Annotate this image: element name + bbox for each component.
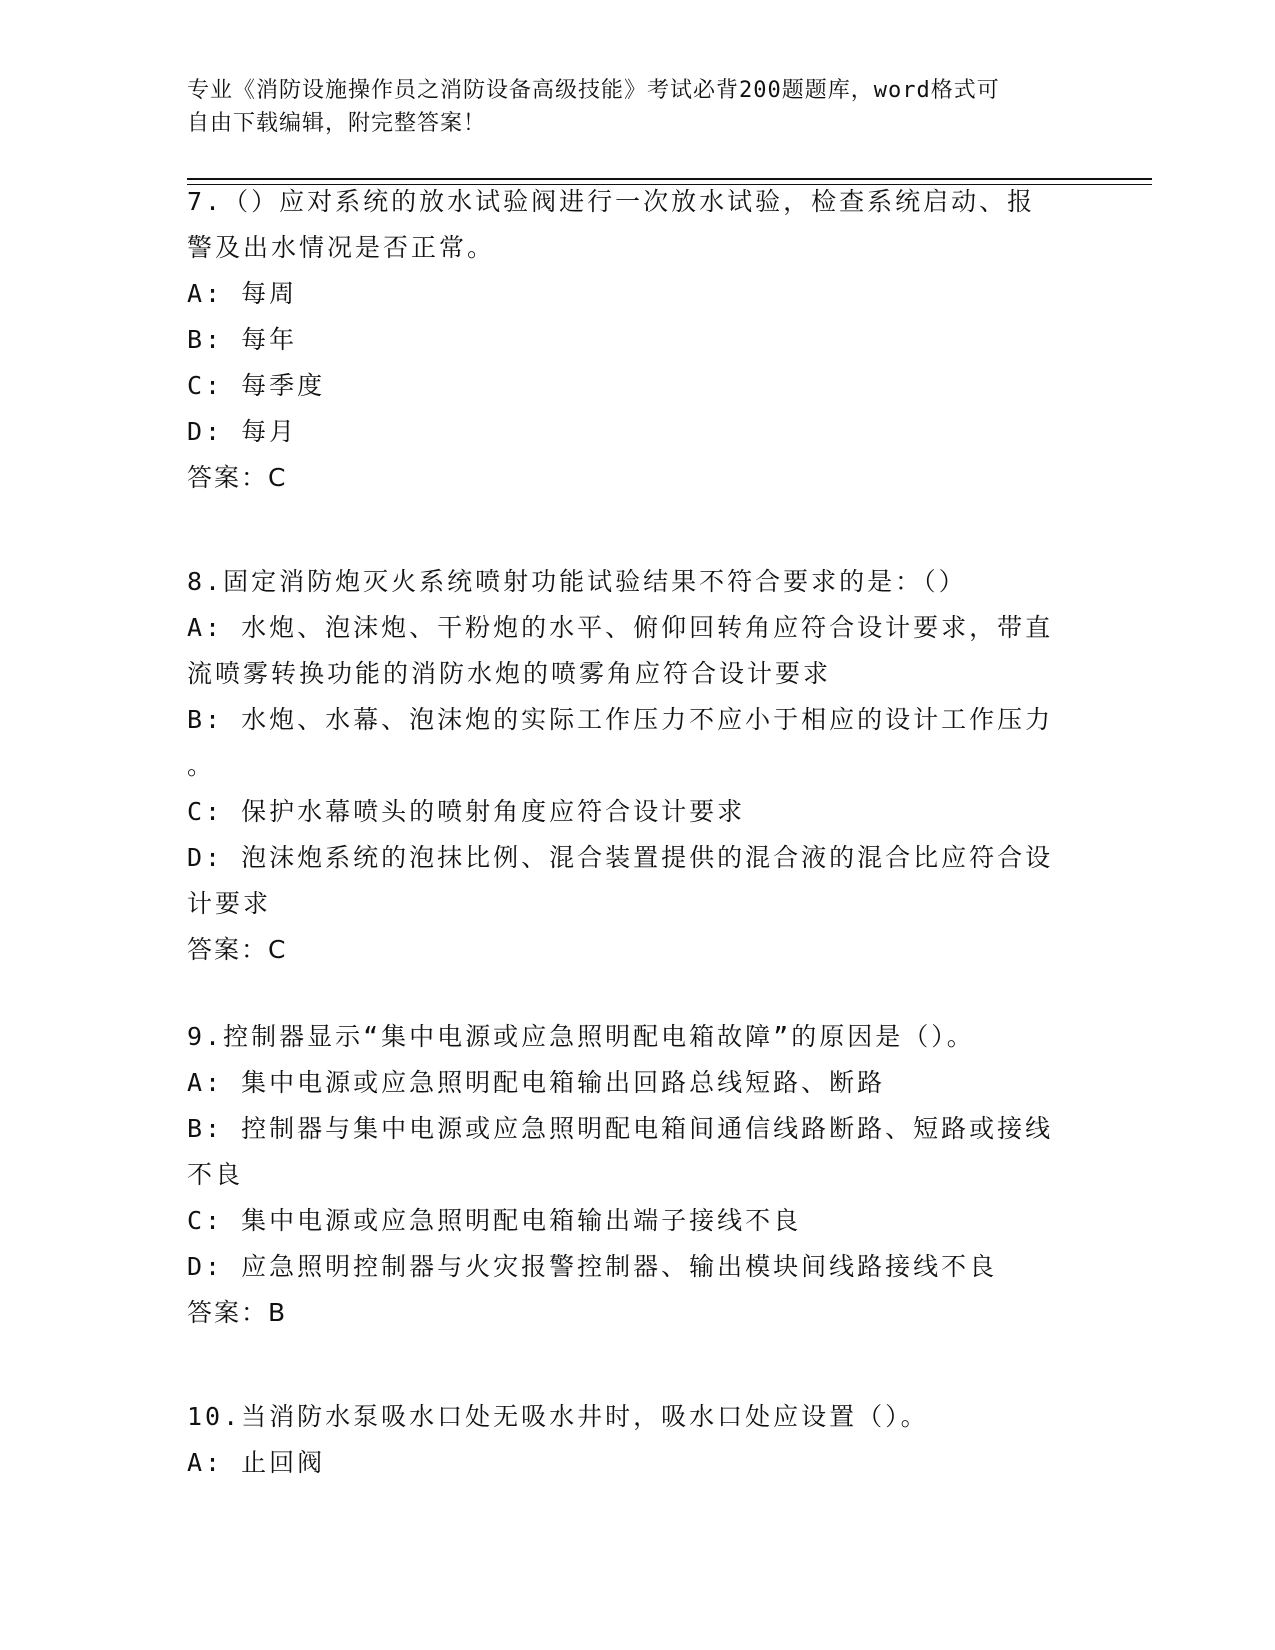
document-header bbox=[187, 74, 1067, 140]
question-stem: 8.固定消防炮灭火系统喷射功能试验结果不符合要求的是：（） bbox=[187, 567, 967, 596]
option-d: D: 每月 bbox=[187, 417, 298, 446]
option-c: C: 每季度 bbox=[187, 371, 326, 400]
option-d: D: 应急照明控制器与火灾报警控制器、输出模块间线路接线不良 bbox=[187, 1252, 998, 1281]
question-8 bbox=[187, 559, 1087, 973]
option-b: B: 水炮、水幕、泡沫炮的实际工作压力不应小于相应的设计工作压力 bbox=[187, 705, 1054, 734]
header-line-2: 自由下载编辑，附完整答案！ bbox=[187, 111, 487, 136]
option-b: B: 每年 bbox=[187, 325, 298, 354]
option-b-cont: 。 bbox=[187, 751, 216, 780]
option-b-cont: 不良 bbox=[187, 1160, 244, 1189]
header-line-1: 专业《消防设施操作员之消防设备高级技能》考试必背200题题库，word格式可 bbox=[187, 78, 1000, 103]
question-stem: 警及出水情况是否正常。 bbox=[187, 233, 496, 262]
option-c: C: 保护水幕喷头的喷射角度应符合设计要求 bbox=[187, 797, 746, 826]
option-d: D: 泡沫炮系统的泡抹比例、混合装置提供的混合液的混合比应符合设 bbox=[187, 843, 1054, 872]
answer: 答案：C bbox=[187, 463, 288, 492]
option-a: A: 集中电源或应急照明配电箱输出回路总线短路、断路 bbox=[187, 1068, 886, 1097]
question-7 bbox=[187, 179, 1087, 501]
answer: 答案：B bbox=[187, 1298, 288, 1327]
option-d-cont: 计要求 bbox=[187, 889, 272, 918]
question-9 bbox=[187, 1014, 1087, 1336]
question-stem: 9.控制器显示“集中电源或应急照明配电箱故障”的原因是（）。 bbox=[187, 1022, 975, 1051]
option-a: A: 止回阀 bbox=[187, 1448, 326, 1477]
option-a-cont: 流喷雾转换功能的消防水炮的喷雾角应符合设计要求 bbox=[187, 659, 832, 688]
question-stem: 7.（）应对系统的放水试验阀进行一次放水试验，检查系统启动、报 bbox=[187, 187, 1036, 216]
option-a: A: 水炮、泡沫炮、干粉炮的水平、俯仰回转角应符合设计要求，带直 bbox=[187, 613, 1054, 642]
question-stem: 10.当消防水泵吸水口处无吸水井时，吸水口处应设置（）。 bbox=[187, 1402, 929, 1431]
option-c: C: 集中电源或应急照明配电箱输出端子接线不良 bbox=[187, 1206, 802, 1235]
answer: 答案：C bbox=[187, 935, 288, 964]
option-a: A: 每周 bbox=[187, 279, 298, 308]
option-b: B: 控制器与集中电源或应急照明配电箱间通信线路断路、短路或接线 bbox=[187, 1114, 1054, 1143]
question-10 bbox=[187, 1394, 1087, 1486]
